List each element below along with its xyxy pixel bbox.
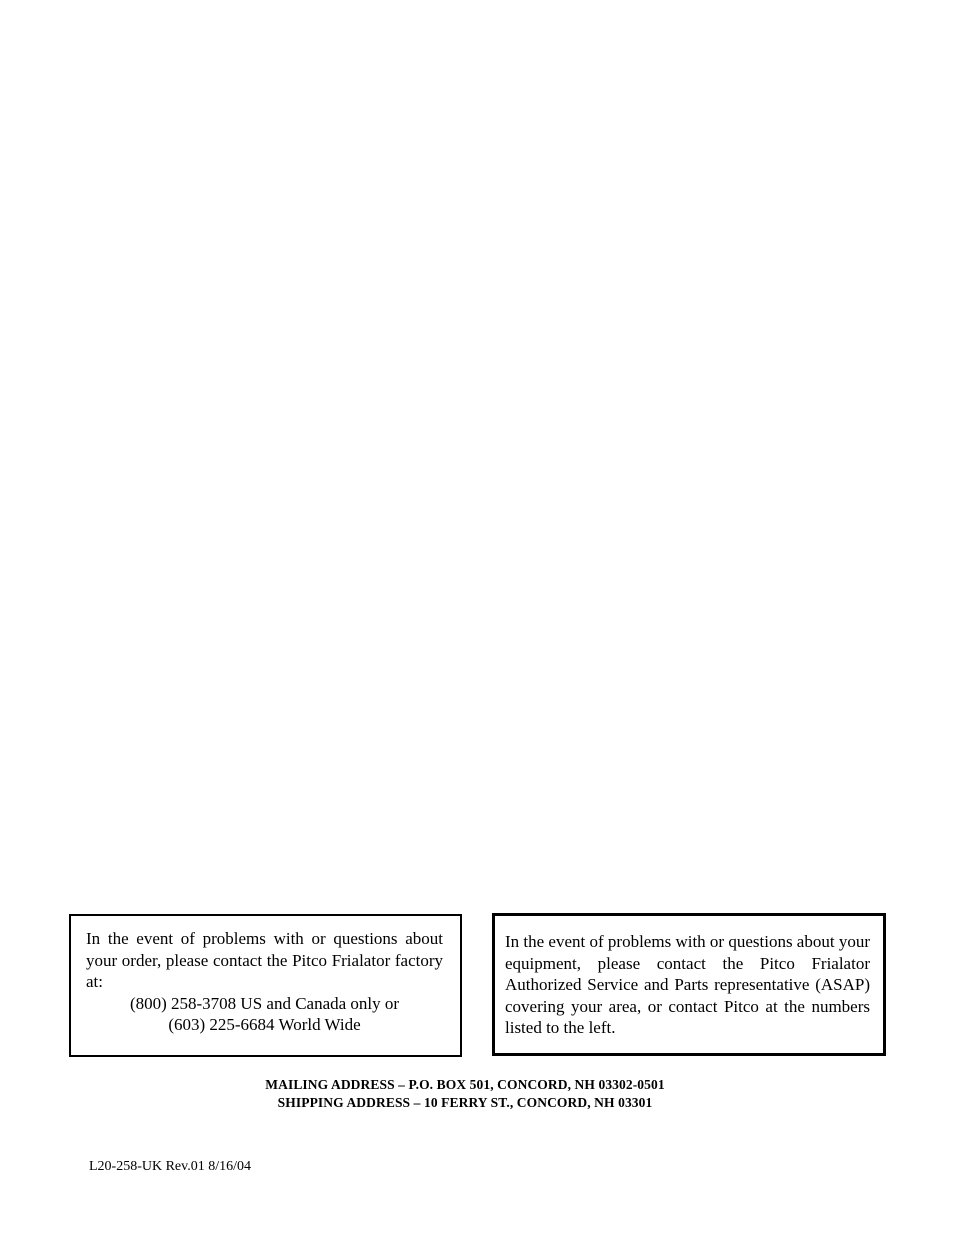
equipment-contact-text: In the event of problems with or questions about your equipment, please contact the Pitco Frialator Authorized Service and Parts representative (ASAP) covering your area, or contact Pitco at the numbers listed to the left. — [505, 932, 870, 1037]
mailing-address: MAILING ADDRESS – P.O. BOX 501, CONCORD, NH 03302-0501 — [265, 1077, 665, 1092]
address-block — [0, 1076, 930, 1112]
phone-us-canada: (800) 258-3708 US and Canada only or — [129, 993, 400, 1013]
equipment-contact-box — [492, 913, 886, 1056]
shipping-address: SHIPPING ADDRESS – 10 FERRY ST., CONCORD, NH 03301 — [277, 1095, 653, 1110]
order-contact-text: In the event of problems with or questions about your order, please contact the Pitco Frialator factory at: — [86, 929, 443, 991]
document-code: L20-258-UK Rev.01 8/16/04 — [89, 1159, 252, 1174]
order-contact-box — [69, 914, 462, 1057]
phone-world-wide: (603) 225-6684 World Wide — [168, 1015, 361, 1034]
